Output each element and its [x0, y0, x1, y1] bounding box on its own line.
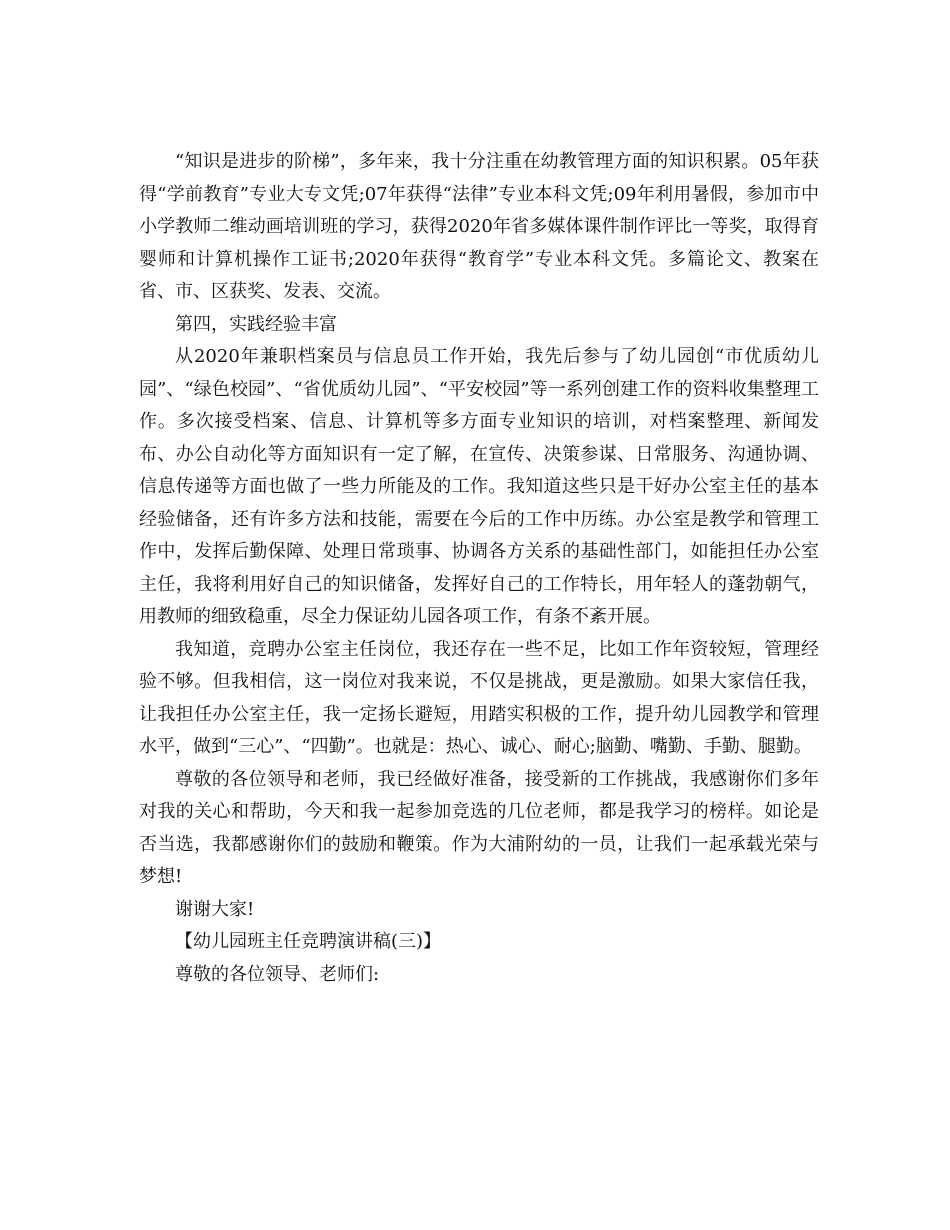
paragraph-section-four-heading: 第四，实践经验丰富: [175, 313, 337, 335]
paragraph-knowledge: “知识是进步的阶梯”，多年来，我十分注重在幼教管理方面的知识积累。05年获得“学前教育”专业大专文凭;07年获得“法律”专业本科文凭;09年利用暑假，参加市中小学教师二维动画培训班的学习，获得2020年省多媒体课件制作评比一等奖，取得育婴师和计算机操作工证书;2020年获得“教育学”专业本科文凭。多篇论文、教案在省、市、区获奖、发表、交流。: [139, 151, 819, 302]
paragraph-experience: 从2020年兼职档案员与信息员工作开始，我先后参与了幼儿园创“市优质幼儿园”、“绿色校园”、“省优质幼儿园”、“平安校园”等一系列创建工作的资料收集整理工作。多次接受档案、信息、计算机等多方面专业知识的培训，对档案整理、新闻发布、办公自动化等方面知识有一定了解，在宣传、决策参谋、日常服务、沟通协调、信息传递等方面也做了一些力所能及的工作。我知道这些只是干好办公室主任的基本经验储备，还有许多方法和技能，需要在今后的工作中历练。办公室是教学和管理工作中，发挥后勤保障、处理日常琐事、协调各方关系的基础性部门，如能担任办公室主任，我将利用好自己的知识储备，发挥好自己的工作特长，用年轻人的蓬勃朝气，用教师的细致稳重，尽全力保证幼儿园各项工作，有条不紊开展。: [139, 346, 819, 627]
paragraph-thanks-leaders: 尊敬的各位领导和老师，我已经做好准备，接受新的工作挑战，我感谢你们多年对我的关心和帮助，今天和我一起参加竞选的几位老师，都是我学习的榜样。如论是否当选，我都感谢你们的鼓励和鞭策。作为大浦附幼的一员，让我们一起承载光荣与梦想!: [139, 768, 819, 887]
section-title: 【幼儿园班主任竞聘演讲稿(三)】: [175, 931, 442, 952]
paragraph-thank-you: 谢谢大家!: [175, 898, 255, 920]
document-body: [139, 146, 819, 991]
paragraph-salutation: 尊敬的各位领导、老师们:: [175, 963, 380, 985]
paragraph-shortcomings: 我知道，竞聘办公室主任岗位，我还存在一些不足，比如工作年资较短，管理经验不够。但我相信，这一岗位对我来说，不仅是挑战，更是激励。如果大家信任我，让我担任办公室主任，我一定扬长避短，用踏实积极的工作，提升幼儿园教学和管理水平，做到“三心”、“四勤”。也就是：热心、诚心、耐心;脑勤、嘴勤、手勤、腿勤。: [139, 638, 819, 757]
